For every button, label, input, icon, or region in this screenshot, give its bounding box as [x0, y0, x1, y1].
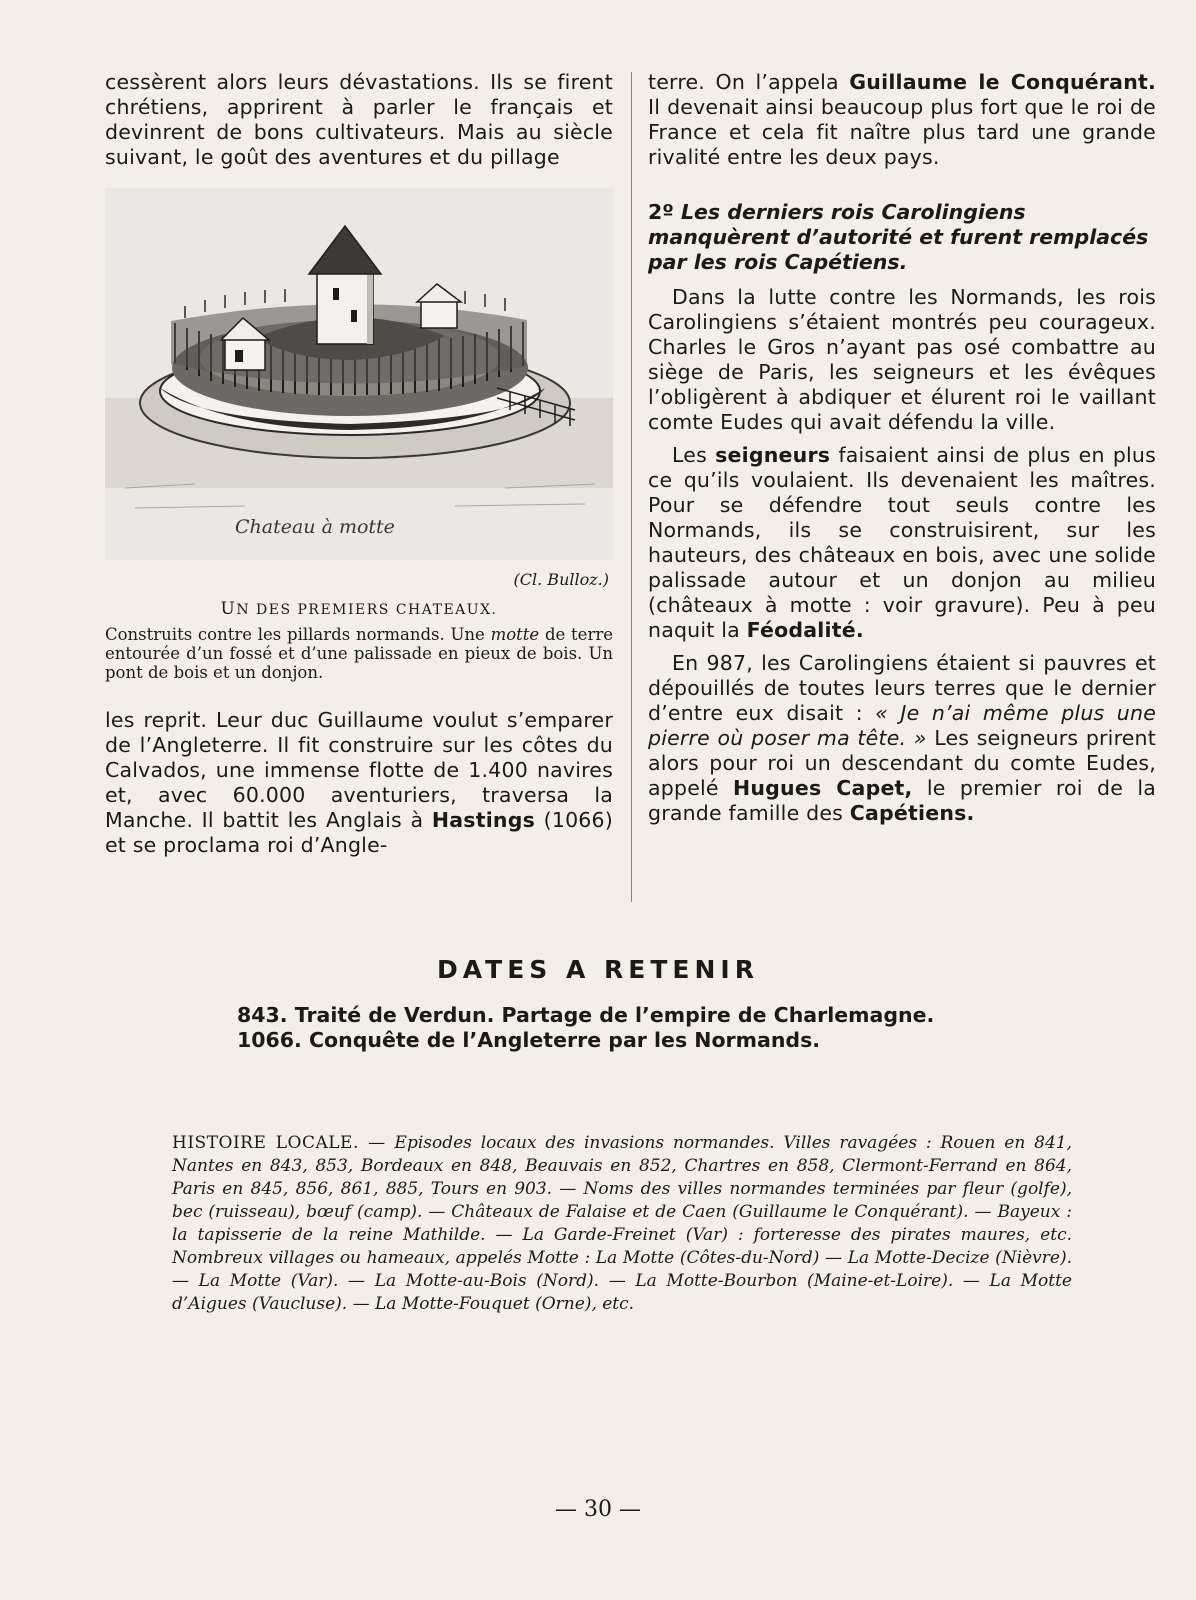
right-paragraph-3-start: Les: [672, 443, 707, 467]
caption-text-1: Construits contre les pillards normands. Une: [105, 625, 485, 644]
right-paragraph-3-mid: faisaient ainsi de plus en plus ce qu’ils voulaient. Ils devenaient les maîtres. Pour se défendre tout seuls contre les Normands, ils se construisirent, sur les hauteurs, des châteaux en bois, avec une solide palissade autour et un donjon au milieu (châteaux à motte : voir gravure). Peu à peu naquit la: [648, 443, 1157, 642]
capetiens-bold: Capétiens.: [849, 801, 975, 825]
right-paragraph-3: [648, 443, 1156, 643]
page-number: — 30 —: [555, 1497, 641, 1522]
hugues-capet-bold: Hugues Capet,: [733, 776, 913, 800]
quote-italic: « Je n’ai même plus une pierre où poser ma tête. »: [648, 701, 1157, 750]
left-paragraph-1: cessèrent alors leurs dévastations. Ils se firent chrétiens, apprirent à parler le français et devinrent de bons cultivateurs. Mais au siècle suivant, le goût des aventures et du pillage: [105, 70, 613, 169]
right-paragraph-1-end: Il devenait ainsi beaucoup plus fort que le roi de France et cela fit naître plus tard une grande rivalité entre les deux pays.: [648, 95, 1156, 169]
left-paragraph-2: [105, 708, 613, 858]
left-column: [105, 70, 613, 858]
local-history-text: Episodes locaux des invasions normandes. Villes ravagées : Rouen en 841, Nantes en 843, 853, Bordeaux en 848, Beauvais en 852, Chartres en 858, Clermont-Ferrand en 864, Paris en 845, 856, 861, 885, Tours en 903. — Noms des villes normandes terminées par fleur (golfe), bec (ruisseau), bœuf (camp). — Châteaux de Falaise et de Caen (Guillaume le Conquérant). — Bayeux : la tapisserie de la reine Mathilde. — La Garde-Freinet (Var) : forteresse des pirates maures, etc. Nombreux villages ou hameaux, appelés Motte : La Motte (Côtes-du-Nord) — La Motte-Decize (Nièvre). — La Motte (Var). — La Motte-au-Bois (Nord). — La Motte-Bourbon (Maine-et-Loire). — La Motte d’Aigues (Vaucluse). — La Motte-Fouquet (Orne), etc.: [172, 1133, 1072, 1314]
feodalite-bold: Féodalité.: [746, 618, 864, 642]
column-divider: [631, 72, 632, 902]
left-paragraph-2-end: (1066) et se proclama roi d’Angle-: [105, 808, 613, 857]
right-paragraph-4-mid2: le premier roi de la grande famille des: [648, 776, 1156, 825]
handwritten-label: Chateau à motte: [235, 516, 395, 538]
guillaume-bold: Guillaume le Conquérant.: [849, 70, 1157, 94]
right-paragraph-1-start: terre. On l’appela: [648, 70, 839, 94]
date-item: 843. Traité de Verdun. Partage de l’empire de Charlemagne.: [237, 1003, 935, 1027]
caption-italic: motte: [490, 625, 540, 644]
figure-caption: [105, 625, 613, 682]
date-item: 1066. Conquête de l’Angleterre par les Normands.: [237, 1028, 821, 1052]
dates-list: [237, 1003, 1037, 1053]
left-paragraph-2-text: les reprit. Leur duc Guillaume voulut s’emparer de l’Angleterre. Il fit construire sur les côtes du Calvados, une immense flotte de 1.400 navires et, avec 60.000 aventuriers, traversa la Manche. Il battit les Anglais à: [105, 708, 613, 832]
local-history-lead: HISTOIRE LOCALE. —: [172, 1133, 386, 1153]
figure-title: UN DES PREMIERS CHATEAUX.: [220, 599, 498, 619]
right-paragraph-4-mid: Les seigneurs prirent alors pour roi un descendant du comte Eudes, appelé: [648, 726, 1156, 800]
right-paragraph-4-start: En 987, les Carolingiens étaient si pauvres et dépouillés de toutes leurs terres que le dernier d’entre eux disait :: [648, 651, 1156, 725]
right-paragraph-2: Dans la lutte contre les Normands, les rois Carolingiens s’étaient montrés peu courageux. Charles le Gros n’ayant pas osé combattre au siège de Paris, les seigneurs et les évêques l’obligèrent à abdiquer et élurent roi le vaillant comte Eudes qui avait défendu la ville.: [648, 285, 1156, 434]
local-history: [172, 1132, 1072, 1316]
photo-credit: (Cl. Bulloz.): [513, 570, 609, 589]
section-number: 2º: [648, 200, 674, 224]
castle-engraving: [105, 188, 613, 560]
right-column: [648, 70, 1156, 826]
hastings-bold: Hastings: [431, 808, 535, 832]
section-heading: [648, 200, 1156, 275]
section-title: Les derniers rois Carolingiens manquèrent d’autorité et furent remplacés par les rois Capétiens.: [648, 200, 1149, 274]
caption-text-2: de terre entourée d’un fossé et d’une palissade en pieux de bois. Un pont de bois et un donjon.: [105, 625, 613, 682]
seigneurs-bold: seigneurs: [715, 443, 831, 467]
motte-castle-illustration: [105, 188, 613, 560]
right-paragraph-1: [648, 70, 1156, 170]
dates-title: DATES A RETENIR: [437, 955, 759, 984]
right-paragraph-4: [648, 651, 1156, 826]
